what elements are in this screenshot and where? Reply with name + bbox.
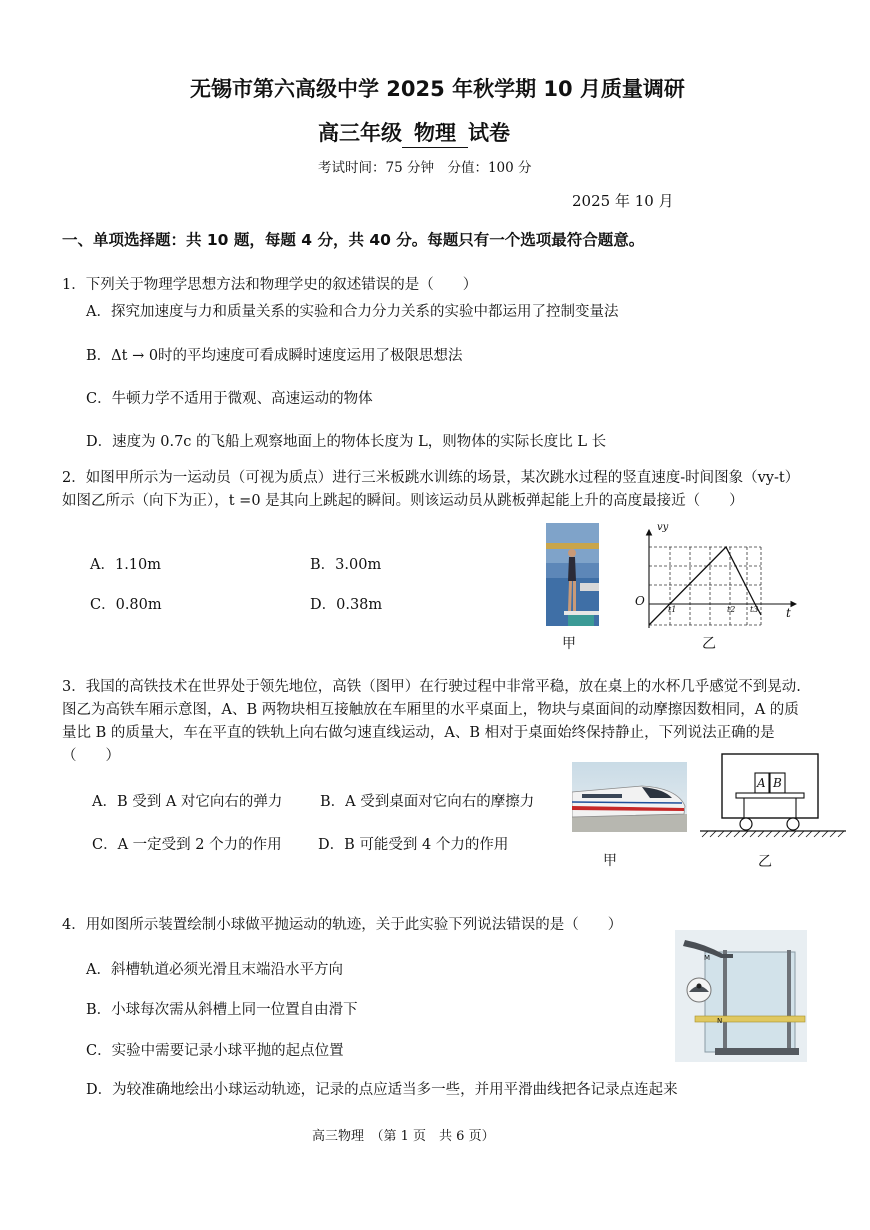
block-a-label: A	[757, 776, 766, 790]
q2-figure-left-caption: 甲	[562, 636, 576, 652]
carriage-diagram	[698, 752, 848, 844]
graph-x-label: t	[786, 606, 791, 620]
q2-option-a: A．1.10m	[90, 557, 162, 573]
label-n: N	[717, 1017, 723, 1025]
q3-option-a: A．B 受到 A 对它向右的弹力	[92, 794, 283, 810]
q3-stem: 3．我国的高铁技术在世界处于领先地位，高铁（图甲）在行驶过程中非常平稳，放在桌上的水杯几乎感觉不到晃动. 图乙为高铁车厢示意图，A、B 两物块相互接触放在车厢里的水平桌面上，物块与桌面间的动摩擦因数相同，A 的质量比 B 的质量大，车在平直的铁轨上向右做匀速直线运动，A、B 相对于桌面始终保持静止，下列说法正确的是（ ）	[62, 679, 801, 764]
subject-name: 物理	[402, 117, 468, 148]
block-b-label: B	[773, 776, 782, 790]
q3-option-b: B．A 受到桌面对它向右的摩擦力	[320, 794, 535, 810]
q4-option-b: B．小球每次需从斜槽上同一位置自由滑下	[86, 1002, 358, 1018]
exam-info: 考试时间：75 分钟 分值：100 分	[318, 160, 532, 176]
q2-option-d: D．0.38m	[310, 597, 383, 613]
section-heading: 一、单项选择题：共 10 题，每题 4 分，共 40 分。每题只有一个选项最符合题意。	[62, 231, 645, 249]
q3-figure-right-caption: 乙	[758, 854, 772, 870]
q2-option-b: B．3.00m	[310, 557, 382, 573]
grade-suffix: 试卷	[468, 121, 510, 145]
q1-option-d: D．速度为 0.7c 的飞船上观察地面上的物体长度为 L，则物体的实际长度比 L 长	[86, 434, 607, 450]
page-footer: 高三物理 （第 1 页 共 6 页）	[312, 1129, 495, 1144]
graph-origin-label: O	[635, 594, 645, 608]
exam-date: 2025 年 10 月	[572, 192, 674, 210]
grade-prefix: 高三年级	[318, 121, 402, 145]
q3-option-c: C．A 一定受到 2 个力的作用	[92, 837, 282, 853]
page-title: 无锡市第六高级中学 2025 年秋学期 10 月质量调研	[190, 77, 685, 101]
graph-y-label: vy	[657, 522, 669, 533]
projectile-apparatus	[675, 930, 807, 1062]
q1-option-c: C．牛顿力学不适用于微观、高速运动的物体	[86, 391, 373, 407]
q3-figure-left-caption: 甲	[603, 853, 617, 869]
graph-t2-label: t2	[727, 605, 736, 614]
q4-option-d: D．为较准确地绘出小球运动轨迹，记录的点应适当多一些，并用平滑曲线把各记录点连起来	[86, 1082, 678, 1098]
diver-photo	[546, 523, 599, 626]
q2-stem: 2．如图甲所示为一运动员（可视为质点）进行三米板跳水训练的场景，某次跳水过程的竖直速度-时间图象（vy-t）如图乙所示（向下为正），t =0 是其向上跳起的瞬间。则该运动员从跳板弹起能上升的高度最接近（ ）	[62, 470, 800, 509]
q2-option-c: C．0.80m	[90, 597, 162, 613]
train-photo	[572, 762, 687, 832]
q1-option-b: B．Δt → 0时的平均速度可看成瞬时速度运用了极限思想法	[86, 348, 463, 364]
label-m: M	[704, 954, 711, 962]
q4-option-a: A．斜槽轨道必须光滑且末端沿水平方向	[86, 962, 343, 978]
vt-graph	[630, 520, 800, 632]
q1-option-a: A．探究加速度与力和质量关系的实验和合力分力关系的实验中都运用了控制变量法	[86, 304, 619, 320]
q4-stem: 4．用如图所示装置绘制小球做平抛运动的轨迹，关于此实验下列说法错误的是（ ）	[62, 917, 623, 933]
q1-stem: 1．下列关于物理学思想方法和物理学史的叙述错误的是（ ）	[62, 277, 478, 293]
graph-t3-label: t3	[750, 605, 759, 614]
graph-t1-label: t1	[668, 605, 677, 614]
paper-subtitle	[318, 117, 510, 148]
q3-option-d: D．B 可能受到 4 个力的作用	[318, 837, 509, 853]
q4-option-c: C．实验中需要记录小球平抛的起点位置	[86, 1043, 344, 1059]
q2-figure-right-caption: 乙	[702, 636, 716, 652]
